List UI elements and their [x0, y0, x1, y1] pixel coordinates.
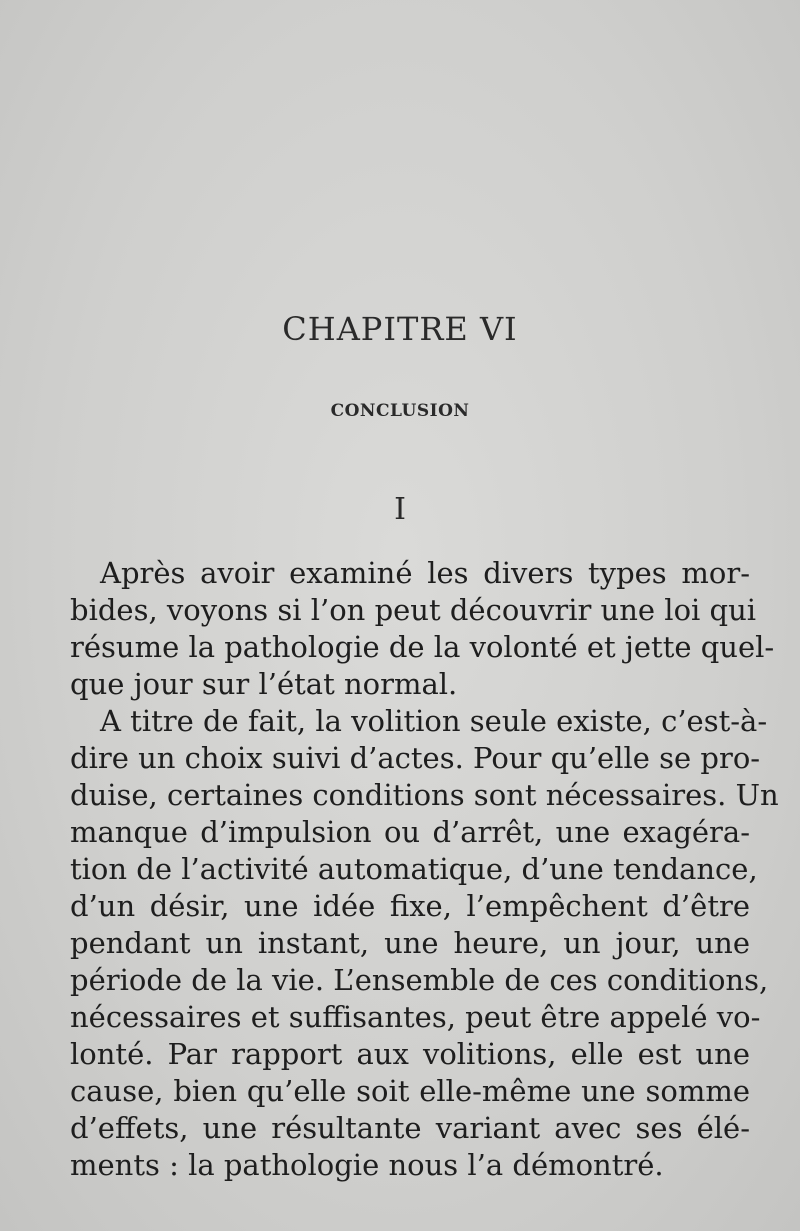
paragraph-2 — [70, 703, 779, 1184]
section-title: CONCLUSION — [330, 401, 470, 421]
text-line: pendant un instant, une heure, un jour, une — [70, 926, 750, 960]
paragraph-1 — [70, 555, 775, 703]
text-line: ments : la pathologie nous l’a démontré. — [70, 1148, 664, 1182]
text-line: d’un désir, une idée fixe, l’empêchent d’être — [70, 889, 750, 923]
text-line: duise, certaines conditions sont nécessaires. Un — [70, 778, 779, 812]
text-line: tion de l’activité automatique, d’une tendance, — [70, 852, 758, 886]
chapter-title: CHAPITRE VI — [282, 310, 518, 348]
text-line: lonté. Par rapport aux volitions, elle est une — [70, 1037, 750, 1071]
part-number: I — [394, 492, 406, 527]
text-line: cause, bien qu’elle soit elle-même une somme — [70, 1074, 750, 1108]
text-line: manque d’impulsion ou d’arrêt, une exagéra- — [70, 815, 750, 849]
text-line: d’effets, une résultante variant avec ses élé- — [70, 1111, 750, 1145]
text-line: dire un choix suivi d’actes. Pour qu’elle se pro- — [70, 741, 761, 775]
text-line: résume la pathologie de la volonté et jette quel- — [70, 630, 775, 664]
text-line: Après avoir examiné les divers types mor- — [100, 556, 750, 590]
text-line: que jour sur l’état normal. — [70, 667, 458, 701]
body-text — [70, 555, 779, 1184]
text-line: A titre de fait, la volition seule existe, c’est-à- — [100, 704, 768, 738]
text-line: bides, voyons si l’on peut découvrir une loi qui — [70, 593, 757, 627]
text-line: période de la vie. L’ensemble de ces conditions, — [70, 963, 769, 997]
text-line: nécessaires et suffisantes, peut être appelé vo- — [70, 1000, 761, 1034]
